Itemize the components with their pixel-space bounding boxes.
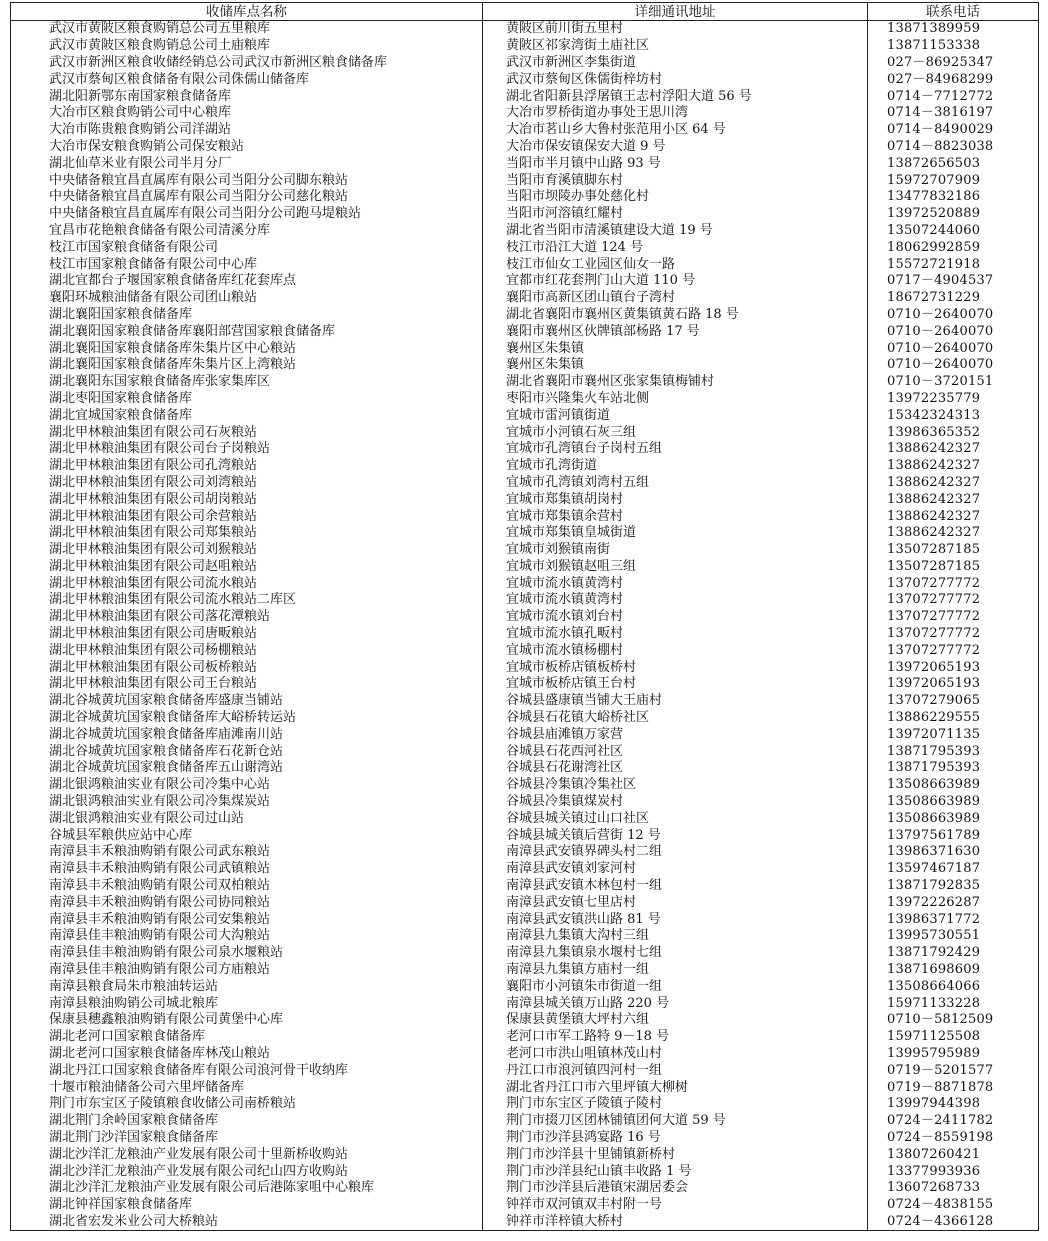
table-row [11, 38, 1039, 55]
table-body [11, 21, 1039, 1231]
depot-name-cell: 湖北老河口国家粮食储备库 [11, 1029, 483, 1046]
phone-cell: 13507287185 [868, 542, 1039, 559]
phone-cell: 13871795393 [868, 760, 1039, 777]
phone-cell: 13972071135 [868, 726, 1039, 743]
address-cell: 襄州区朱集镇 [483, 357, 868, 374]
phone-cell: 0724－4838155 [868, 1197, 1039, 1214]
depot-name-cell: 湖北襄阳国家粮食储备库朱集片区上湾粮站 [11, 357, 483, 374]
depot-name-cell: 湖北甲林粮油集团有限公司落花潭粮站 [11, 609, 483, 626]
depot-name-cell: 枝江市国家粮食储备有限公司中心库 [11, 256, 483, 273]
depot-name-cell: 湖北甲林粮油集团有限公司板桥粮站 [11, 659, 483, 676]
depot-name-cell: 湖北省宏发米业公司大桥粮站 [11, 1214, 483, 1231]
table-row [11, 391, 1039, 408]
address-cell: 谷城县城关镇过山口社区 [483, 810, 868, 827]
address-cell: 宜城市流水镇杨棚村 [483, 642, 868, 659]
address-cell: 宜城市郑集镇皇城街道 [483, 525, 868, 542]
address-cell: 襄州区朱集镇 [483, 340, 868, 357]
address-cell: 湖北省襄阳市襄州区张家集镇梅铺村 [483, 374, 868, 391]
address-cell: 武汉市蔡甸区侏儒街梓坊村 [483, 71, 868, 88]
table-row [11, 962, 1039, 979]
depot-name-cell: 湖北阳新鄂东南国家粮食储备库 [11, 88, 483, 105]
table-row [11, 172, 1039, 189]
address-cell: 当阳市坝陵办事处慈化村 [483, 189, 868, 206]
phone-cell: 13972226287 [868, 894, 1039, 911]
depot-name-cell: 湖北谷城黄坑国家粮食储备库大峪桥转运站 [11, 710, 483, 727]
column-header-phone: 联系电话 [868, 3, 1039, 21]
phone-cell: 13886242327 [868, 441, 1039, 458]
table-row [11, 827, 1039, 844]
table-row [11, 122, 1039, 139]
table-row [11, 307, 1039, 324]
depot-name-cell: 南漳县丰禾粮油购销有限公司协同粮站 [11, 894, 483, 911]
table-row [11, 810, 1039, 827]
depot-name-cell: 武汉市黄陂区粮食购销总公司五里粮库 [11, 21, 483, 38]
table-row [11, 323, 1039, 340]
table-row [11, 592, 1039, 609]
table-row [11, 475, 1039, 492]
table-row [11, 1163, 1039, 1180]
column-header-name: 收储库点名称 [11, 3, 483, 21]
depot-name-cell: 湖北钟祥国家粮食储备库 [11, 1197, 483, 1214]
phone-cell: 15971133228 [868, 995, 1039, 1012]
phone-cell: 0714－8490029 [868, 122, 1039, 139]
phone-cell: 13972065193 [868, 659, 1039, 676]
depot-name-cell: 湖北甲林粮油集团有限公司王台粮站 [11, 676, 483, 693]
address-cell: 宜城市雷河镇街道 [483, 407, 868, 424]
depot-name-cell: 南漳县佳丰粮油购销有限公司大沟粮站 [11, 928, 483, 945]
depot-name-cell: 南漳县粮食局朱市粮油转运站 [11, 978, 483, 995]
phone-cell: 0724－8559198 [868, 1130, 1039, 1147]
table-row [11, 1029, 1039, 1046]
phone-cell: 13508663989 [868, 777, 1039, 794]
phone-cell: 0717－4904537 [868, 273, 1039, 290]
phone-cell: 15971125508 [868, 1029, 1039, 1046]
phone-cell: 13986365352 [868, 424, 1039, 441]
depot-name-cell: 湖北甲林粮油集团有限公司台子岗粮站 [11, 441, 483, 458]
depot-name-cell: 湖北甲林粮油集团有限公司石灰粮站 [11, 424, 483, 441]
address-cell: 谷城县石花西河社区 [483, 743, 868, 760]
depot-name-cell: 湖北谷城黄坑国家粮食储备库盛康当铺站 [11, 693, 483, 710]
address-cell: 宜城市刘猴镇南街 [483, 542, 868, 559]
address-cell: 荆门市沙洋县纪山镇丰收路 1 号 [483, 1163, 868, 1180]
address-cell: 当阳市育溪镇脚东村 [483, 172, 868, 189]
table-row [11, 1214, 1039, 1231]
depot-name-cell: 大冶市区粮食购销公司中心粮库 [11, 105, 483, 122]
depot-name-cell: 十堰市粮油储备公司六里坪储备库 [11, 1079, 483, 1096]
address-cell: 宜城市板桥店镇王台村 [483, 676, 868, 693]
phone-cell: 13477832186 [868, 189, 1039, 206]
depot-name-cell: 武汉市黄陂区粮食购销总公司土庙粮库 [11, 38, 483, 55]
phone-cell: 13886242327 [868, 458, 1039, 475]
depot-name-cell: 湖北沙洋汇龙粮油产业发展有限公司后港陈家咀中心粮库 [11, 1180, 483, 1197]
depot-name-cell: 湖北甲林粮油集团有限公司杨棚粮站 [11, 642, 483, 659]
table-row [11, 861, 1039, 878]
phone-cell: 0719－8871878 [868, 1079, 1039, 1096]
phone-cell: 13507287185 [868, 559, 1039, 576]
address-cell: 荆门市沙洋县后港镇宋湖居委会 [483, 1180, 868, 1197]
depot-name-cell: 中央储备粮宜昌直属库有限公司当阳分公司跑马堤粮站 [11, 206, 483, 223]
address-cell: 襄阳市小河镇朱市街道一组 [483, 978, 868, 995]
address-cell: 大冶市保安镇保安大道 9 号 [483, 139, 868, 156]
phone-cell: 0719－5201577 [868, 1062, 1039, 1079]
address-cell: 南漳县武安镇七里店村 [483, 894, 868, 911]
depot-name-cell: 湖北谷城黄坑国家粮食储备库石花新仓站 [11, 743, 483, 760]
table-header [11, 3, 1039, 21]
phone-cell: 13607268733 [868, 1180, 1039, 1197]
address-cell: 荆门市沙洋县十里铺镇新桥村 [483, 1146, 868, 1163]
depot-name-cell: 宜昌市花艳粮食储备有限公司清溪分库 [11, 223, 483, 240]
depot-name-cell: 湖北丹江口国家粮食储备库有限公司浪河骨干收纳库 [11, 1062, 483, 1079]
address-cell: 大冶市罗桥街道办事处王思川湾 [483, 105, 868, 122]
depot-name-cell: 湖北仙草米业有限公司半月分厂 [11, 155, 483, 172]
phone-cell: 13871792429 [868, 945, 1039, 962]
address-cell: 枝江市沿江大道 124 号 [483, 239, 868, 256]
table-row [11, 609, 1039, 626]
phone-cell: 13707277772 [868, 626, 1039, 643]
address-cell: 荆门市掇刀区团林铺镇团何大道 59 号 [483, 1113, 868, 1130]
table-row [11, 223, 1039, 240]
depot-name-cell: 湖北宜城国家粮食储备库 [11, 407, 483, 424]
table-row [11, 575, 1039, 592]
phone-cell: 13507244060 [868, 223, 1039, 240]
table-row [11, 1046, 1039, 1063]
depot-name-cell: 湖北甲林粮油集团有限公司唐畈粮站 [11, 626, 483, 643]
address-cell: 宜城市刘猴镇赵咀三组 [483, 559, 868, 576]
depot-name-cell: 湖北荆门沙洋国家粮食储备库 [11, 1130, 483, 1147]
address-cell: 南漳县武安镇洪山路 81 号 [483, 911, 868, 928]
depot-name-cell: 湖北枣阳国家粮食储备库 [11, 391, 483, 408]
address-cell: 钟祥市洋梓镇大桥村 [483, 1214, 868, 1231]
phone-cell: 13997944398 [868, 1096, 1039, 1113]
depot-name-cell: 湖北谷城黄坑国家粮食储备库五山谢湾站 [11, 760, 483, 777]
depot-name-cell: 湖北沙洋汇龙粮油产业发展有限公司纪山四方收购站 [11, 1163, 483, 1180]
table-row [11, 794, 1039, 811]
table-row [11, 743, 1039, 760]
address-cell: 大冶市茗山乡大鲁村张范用小区 64 号 [483, 122, 868, 139]
address-cell: 当阳市半月镇中山路 93 号 [483, 155, 868, 172]
depot-name-cell: 中央储备粮宜昌直属库有限公司当阳分公司脚东粮站 [11, 172, 483, 189]
table-row [11, 357, 1039, 374]
depot-name-cell: 湖北甲林粮油集团有限公司孔湾粮站 [11, 458, 483, 475]
phone-cell: 027－86925347 [868, 55, 1039, 72]
address-cell: 襄阳市襄州区伙牌镇部杨路 17 号 [483, 323, 868, 340]
storage-depot-table [10, 2, 1039, 1231]
depot-name-cell: 湖北老河口国家粮食储备库林茂山粮站 [11, 1046, 483, 1063]
address-cell: 宜城市孔湾镇刘湾村五组 [483, 475, 868, 492]
depot-name-cell: 湖北襄阳国家粮食储备库襄阳部营国家粮食储备库 [11, 323, 483, 340]
phone-cell: 13886229555 [868, 710, 1039, 727]
table-row [11, 894, 1039, 911]
address-cell: 宜城市流水镇孔畈村 [483, 626, 868, 643]
table-row [11, 878, 1039, 895]
phone-cell: 13707277772 [868, 609, 1039, 626]
table-row [11, 239, 1039, 256]
address-cell: 宜城市板桥店镇板桥村 [483, 659, 868, 676]
address-cell: 谷城县城关镇后营街 12 号 [483, 827, 868, 844]
table-row [11, 88, 1039, 105]
depot-name-cell: 湖北谷城黄坑国家粮食储备库庙滩南川站 [11, 726, 483, 743]
table-row [11, 508, 1039, 525]
depot-name-cell: 南漳县丰禾粮油购销有限公司武镇粮站 [11, 861, 483, 878]
phone-cell: 13986371772 [868, 911, 1039, 928]
table-row [11, 642, 1039, 659]
table-row [11, 189, 1039, 206]
address-cell: 宜城市小河镇石灰三组 [483, 424, 868, 441]
table-row [11, 945, 1039, 962]
address-cell: 谷城县冷集镇煤炭村 [483, 794, 868, 811]
depot-name-cell: 湖北襄阳国家粮食储备库 [11, 307, 483, 324]
depot-name-cell: 襄阳环城粮油储备有限公司团山粮站 [11, 290, 483, 307]
address-cell: 宜城市孔湾镇台子岗村五组 [483, 441, 868, 458]
depot-name-cell: 湖北襄阳东国家粮食储备库张家集库区 [11, 374, 483, 391]
address-cell: 谷城县庙滩镇万家营 [483, 726, 868, 743]
address-cell: 荆门市沙洋县鸿宴路 16 号 [483, 1130, 868, 1147]
depot-name-cell: 南漳县粮油购销公司城北粮库 [11, 995, 483, 1012]
table-row [11, 844, 1039, 861]
address-cell: 南漳县九集镇泉水堰村七组 [483, 945, 868, 962]
table-row [11, 441, 1039, 458]
address-cell: 当阳市河溶镇红耀村 [483, 206, 868, 223]
address-cell: 湖北省丹江口市六里坪镇大柳树 [483, 1079, 868, 1096]
phone-cell: 13871698609 [868, 962, 1039, 979]
address-cell: 老河口市军工路特 9－18 号 [483, 1029, 868, 1046]
phone-cell: 15342324313 [868, 407, 1039, 424]
depot-name-cell: 湖北荆门余岭国家粮食储备库 [11, 1113, 483, 1130]
table-row [11, 1079, 1039, 1096]
depot-name-cell: 南漳县丰禾粮油购销有限公司双柏粮站 [11, 878, 483, 895]
address-cell: 谷城县冷集镇冷集社区 [483, 777, 868, 794]
phone-cell: 0724－2411782 [868, 1113, 1039, 1130]
table-row [11, 424, 1039, 441]
phone-cell: 15572721918 [868, 256, 1039, 273]
table-row [11, 928, 1039, 945]
depot-name-cell: 保康县穗鑫粮油购销有限公司黄堡中心库 [11, 1012, 483, 1029]
depot-name-cell: 湖北甲林粮油集团有限公司郑集粮站 [11, 525, 483, 542]
address-cell: 谷城县石花镇大峪桥社区 [483, 710, 868, 727]
phone-cell: 13872656503 [868, 155, 1039, 172]
table-row [11, 559, 1039, 576]
table-row [11, 155, 1039, 172]
phone-cell: 18062992859 [868, 239, 1039, 256]
table-row [11, 525, 1039, 542]
table-row [11, 710, 1039, 727]
address-cell: 南漳县九集镇方庙村一组 [483, 962, 868, 979]
depot-name-cell: 湖北甲林粮油集团有限公司胡岗粮站 [11, 491, 483, 508]
depot-name-cell: 武汉市蔡甸区粮食储备有限公司侏儒山储备库 [11, 71, 483, 88]
table-row [11, 71, 1039, 88]
table-row [11, 1180, 1039, 1197]
depot-name-cell: 南漳县丰禾粮油购销有限公司武东粮站 [11, 844, 483, 861]
phone-cell: 13707277772 [868, 575, 1039, 592]
address-cell: 南漳县九集镇大沟村三组 [483, 928, 868, 945]
table-row [11, 1146, 1039, 1163]
phone-cell: 13886242327 [868, 508, 1039, 525]
phone-cell: 13508664066 [868, 978, 1039, 995]
phone-cell: 13707279065 [868, 693, 1039, 710]
depot-name-cell: 湖北甲林粮油集团有限公司流水粮站二库区 [11, 592, 483, 609]
phone-cell: 0724－4366128 [868, 1214, 1039, 1231]
address-cell: 湖北省襄阳市襄州区黄集镇黄石路 18 号 [483, 307, 868, 324]
phone-cell: 0710－2640070 [868, 357, 1039, 374]
address-cell: 宜城市孔湾街道 [483, 458, 868, 475]
table-row [11, 542, 1039, 559]
address-cell: 谷城县石花谢湾社区 [483, 760, 868, 777]
phone-cell: 13377993936 [868, 1163, 1039, 1180]
phone-cell: 13707277772 [868, 642, 1039, 659]
column-header-address: 详细通讯地址 [483, 3, 868, 21]
table-row [11, 21, 1039, 38]
address-cell: 湖北省阳新县浮屠镇王志村浮阳大道 56 号 [483, 88, 868, 105]
address-cell: 宜都市红花套荆门山大道 110 号 [483, 273, 868, 290]
phone-cell: 0710－3720151 [868, 374, 1039, 391]
table-row [11, 1012, 1039, 1029]
address-cell: 南漳县城关镇万山路 220 号 [483, 995, 868, 1012]
table-row [11, 978, 1039, 995]
depot-name-cell: 湖北甲林粮油集团有限公司刘猴粮站 [11, 542, 483, 559]
phone-cell: 15972707909 [868, 172, 1039, 189]
depot-name-cell: 谷城县军粮供应站中心库 [11, 827, 483, 844]
address-cell: 宜城市流水镇刘台村 [483, 609, 868, 626]
table-row [11, 290, 1039, 307]
table-row [11, 340, 1039, 357]
table-row [11, 374, 1039, 391]
depot-name-cell: 湖北甲林粮油集团有限公司余营粮站 [11, 508, 483, 525]
table-row [11, 458, 1039, 475]
table-row [11, 1197, 1039, 1214]
address-cell: 荆门市东宝区子陵镇子陵村 [483, 1096, 868, 1113]
depot-name-cell: 枝江市国家粮食储备有限公司 [11, 239, 483, 256]
address-cell: 谷城县盛康镇当铺大王庙村 [483, 693, 868, 710]
phone-cell: 0714－3816197 [868, 105, 1039, 122]
depot-name-cell: 中央储备粮宜昌直属库有限公司当阳分公司慈化粮站 [11, 189, 483, 206]
phone-cell: 13995730551 [868, 928, 1039, 945]
address-cell: 宜城市流水镇黄湾村 [483, 575, 868, 592]
phone-cell: 027－84968299 [868, 71, 1039, 88]
phone-cell: 13871389959 [868, 21, 1039, 38]
address-cell: 丹江口市浪河镇四河村一组 [483, 1062, 868, 1079]
phone-cell: 13986371630 [868, 844, 1039, 861]
table-row [11, 1113, 1039, 1130]
phone-cell: 13886242327 [868, 491, 1039, 508]
address-cell: 南漳县武安镇界碑头村二组 [483, 844, 868, 861]
phone-cell: 13972235779 [868, 391, 1039, 408]
address-cell: 宜城市流水镇黄湾村 [483, 592, 868, 609]
phone-cell: 18672731229 [868, 290, 1039, 307]
table-row [11, 256, 1039, 273]
depot-name-cell: 大冶市保安粮食购销公司保安粮站 [11, 139, 483, 156]
phone-cell: 0710－2640070 [868, 340, 1039, 357]
table-row [11, 273, 1039, 290]
phone-cell: 13871153338 [868, 38, 1039, 55]
address-cell: 黄陂区前川街五里村 [483, 21, 868, 38]
depot-name-cell: 湖北沙洋汇龙粮油产业发展有限公司十里新桥收购站 [11, 1146, 483, 1163]
phone-cell: 13807260421 [868, 1146, 1039, 1163]
address-cell: 枣阳市兴隆集火车站北侧 [483, 391, 868, 408]
phone-cell: 0710－5812509 [868, 1012, 1039, 1029]
address-cell: 宜城市郑集镇余营村 [483, 508, 868, 525]
phone-cell: 13508663989 [868, 794, 1039, 811]
depot-name-cell: 南漳县佳丰粮油购销有限公司方庙粮站 [11, 962, 483, 979]
address-cell: 黄陂区祁家湾街土庙社区 [483, 38, 868, 55]
phone-cell: 13871795393 [868, 743, 1039, 760]
table-row [11, 676, 1039, 693]
table-row [11, 911, 1039, 928]
phone-cell: 0710－2640070 [868, 307, 1039, 324]
depot-name-cell: 湖北甲林粮油集团有限公司流水粮站 [11, 575, 483, 592]
depot-name-cell: 大冶市陈贵粮食购销公司洋湖站 [11, 122, 483, 139]
phone-cell: 0710－2640070 [868, 323, 1039, 340]
table-row [11, 693, 1039, 710]
table-row [11, 659, 1039, 676]
phone-cell: 13886242327 [868, 475, 1039, 492]
table-row [11, 206, 1039, 223]
table-row [11, 726, 1039, 743]
address-cell: 南漳县武安镇木林包村一组 [483, 878, 868, 895]
header-row [11, 3, 1039, 21]
depot-name-cell: 南漳县佳丰粮油购销有限公司泉水堰粮站 [11, 945, 483, 962]
table-row [11, 626, 1039, 643]
depot-name-cell: 湖北银鸿粮油实业有限公司过山站 [11, 810, 483, 827]
table-row [11, 491, 1039, 508]
depot-name-cell: 湖北银鸿粮油实业有限公司冷集煤炭站 [11, 794, 483, 811]
table-row [11, 995, 1039, 1012]
depot-name-cell: 湖北银鸿粮油实业有限公司冷集中心站 [11, 777, 483, 794]
table-row [11, 1130, 1039, 1147]
phone-cell: 13995795989 [868, 1046, 1039, 1063]
table-row [11, 407, 1039, 424]
phone-cell: 13707277772 [868, 592, 1039, 609]
address-cell: 宜城市郑集镇胡岗村 [483, 491, 868, 508]
phone-cell: 13597467187 [868, 861, 1039, 878]
depot-name-cell: 湖北甲林粮油集团有限公司赵咀粮站 [11, 559, 483, 576]
address-cell: 襄阳市高新区团山镇台子湾村 [483, 290, 868, 307]
table-row [11, 760, 1039, 777]
phone-cell: 13797561789 [868, 827, 1039, 844]
address-cell: 武汉市新洲区李集街道 [483, 55, 868, 72]
table-row [11, 105, 1039, 122]
table-row [11, 777, 1039, 794]
table-row [11, 1062, 1039, 1079]
table-row [11, 1096, 1039, 1113]
table-row [11, 55, 1039, 72]
depot-name-cell: 湖北甲林粮油集团有限公司刘湾粮站 [11, 475, 483, 492]
table-row [11, 139, 1039, 156]
address-cell: 保康县黄堡镇大坪村六组 [483, 1012, 868, 1029]
phone-cell: 13508663989 [868, 810, 1039, 827]
address-cell: 老河口市洪山咀镇林茂山村 [483, 1046, 868, 1063]
depot-name-cell: 湖北襄阳国家粮食储备库朱集片区中心粮站 [11, 340, 483, 357]
depot-name-cell: 南漳县丰禾粮油购销有限公司安集粮站 [11, 911, 483, 928]
phone-cell: 13972520889 [868, 206, 1039, 223]
phone-cell: 0714－7712772 [868, 88, 1039, 105]
address-cell: 湖北省当阳市清溪镇建设大道 19 号 [483, 223, 868, 240]
phone-cell: 0714－8823038 [868, 139, 1039, 156]
depot-name-cell: 武汉市新洲区粮食收储经销总公司武汉市新洲区粮食储备库 [11, 55, 483, 72]
phone-cell: 13886242327 [868, 525, 1039, 542]
address-cell: 枝江市仙女工业园区仙女一路 [483, 256, 868, 273]
phone-cell: 13972065193 [868, 676, 1039, 693]
phone-cell: 13871792835 [868, 878, 1039, 895]
address-cell: 南漳县武安镇刘家河村 [483, 861, 868, 878]
depot-name-cell: 荆门市东宝区子陵镇粮食收储公司南桥粮站 [11, 1096, 483, 1113]
address-cell: 钟祥市双河镇双丰村附一号 [483, 1197, 868, 1214]
depot-name-cell: 湖北宜都台子堰国家粮食储备库红花套库点 [11, 273, 483, 290]
